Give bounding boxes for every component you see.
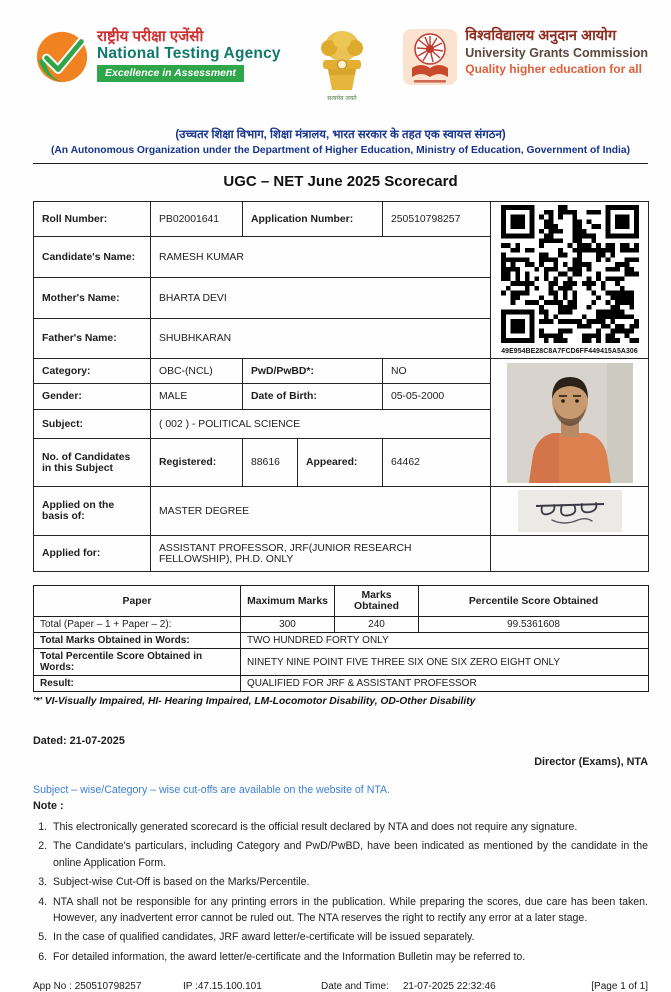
roll-number-value: PB02001641 [151, 202, 243, 237]
header-divider [33, 163, 648, 164]
category-value: OBC-(NCL) [151, 359, 243, 384]
dob-value: 05-05-2000 [383, 384, 491, 410]
result-label: Result: [34, 676, 241, 692]
score-header-max-marks: Maximum Marks [241, 586, 335, 617]
footer [33, 981, 648, 992]
nta-text-block [97, 28, 281, 82]
candidate-name-label: Candidate's Name: [34, 237, 151, 278]
applied-for-label: Applied for: [34, 536, 151, 572]
footer-datetime-label: Date and Time: [321, 981, 389, 992]
percentile-value: 99.5361608 [419, 617, 649, 633]
applied-for-value: ASSISTANT PROFESSOR, JRF(JUNIOR RESEARCH FELLOWSHIP), PH.D. ONLY [151, 536, 491, 572]
note-item: 1. This electronically generated scorecard is the official result declared by NTA and does not require any signature. [50, 819, 648, 835]
percentile-words-value: NINETY NINE POINT FIVE THREE SIX ONE SIX ZERO EIGHT ONLY [241, 649, 649, 676]
note-item: 3. Subject-wise Cut-Off is based on the Marks/Percentile. [50, 874, 648, 890]
nta-tagline: Excellence in Assessment [97, 65, 244, 82]
ugc-hindi-name: विश्वविद्यालय अनुदान आयोग [465, 28, 617, 44]
candidate-photo-cell [491, 359, 649, 487]
qr-code [501, 205, 639, 346]
nta-check-icon [33, 28, 91, 91]
score-header-percentile: Percentile Score Obtained [419, 586, 649, 617]
ashoka-emblem-icon [311, 28, 373, 119]
nta-logo [33, 28, 281, 91]
disability-footnote: '*' VI-Visually Impaired, HI- Hearing Impaired, LM-Locomotor Disability, OD-Other Disability [33, 696, 476, 707]
marks-words-label: Total Marks Obtained in Words: [34, 633, 241, 649]
signature-cell [491, 487, 649, 536]
registered-value: 88616 [243, 439, 298, 487]
result-value: QUALIFIED FOR JRF & ASSISTANT PROFESSOR [241, 676, 649, 692]
candidate-name-value: RAMESH KUMAR [151, 237, 491, 278]
ugc-tagline: Quality higher education for all [465, 61, 642, 76]
dob-label: Date of Birth: [243, 384, 383, 410]
father-name-label: Father's Name: [34, 319, 151, 359]
ugc-sun-book-icon [402, 28, 458, 95]
pwd-value: NO [383, 359, 491, 384]
empty-cell [491, 536, 649, 572]
footer-page-number: [Page 1 of 1] [591, 981, 648, 992]
score-table [33, 585, 649, 692]
appeared-value: 64462 [383, 439, 491, 487]
page-title: UGC – NET June 2025 Scorecard [223, 173, 458, 190]
subject-label: Subject: [34, 410, 151, 439]
note-item: 4. NTA shall not be responsible for any printing errors in the publication. While preparing the scores, due care has been taken. However, any inadvertent error cannot be ruled out. The NTA reserves the right to rectify any error at a later stage. [50, 894, 648, 927]
gender-value: MALE [151, 384, 243, 410]
application-number-label: Application Number: [243, 202, 383, 237]
candidate-signature [518, 490, 622, 532]
qr-code-cell [491, 202, 649, 359]
notes-list [33, 819, 648, 965]
application-number-value: 250510798257 [383, 202, 491, 237]
org-line-english: (An Autonomous Organization under the Department of Higher Education, Ministry of Education, Government of India) [50, 145, 631, 156]
dated-text: Dated: 21-07-2025 [33, 735, 125, 747]
ugc-english-name: University Grants Commission [465, 46, 648, 61]
gender-label: Gender: [34, 384, 151, 410]
subject-value: ( 002 ) - POLITICAL SCIENCE [151, 410, 491, 439]
footer-ip: IP :47.15.100.101 [183, 981, 262, 992]
total-paper-label: Total (Paper – 1 + Paper – 2): [34, 617, 241, 633]
marks-words-value: TWO HUNDRED FORTY ONLY [241, 633, 649, 649]
footer-datetime-value: 21-07-2025 22:32:46 [402, 981, 496, 992]
appeared-label: Appeared: [298, 439, 383, 487]
nta-hindi-name: राष्ट्रीय परीक्षा एजेंसी [97, 28, 204, 45]
candidate-photo [507, 363, 633, 483]
mother-name-label: Mother's Name: [34, 278, 151, 319]
roll-number-label: Roll Number: [34, 202, 151, 237]
svg-text:सत्यमेव जयते: सत्यमेव जयते [326, 95, 357, 102]
header [33, 28, 648, 119]
father-name-value: SHUBHKARAN [151, 319, 491, 359]
signatory-text: Director (Exams), NTA [534, 756, 648, 768]
candidate-details-table [33, 201, 649, 572]
cutoff-link[interactable]: Subject – wise/Category – wise cut-offs are available on the website of NTA. [33, 784, 391, 796]
candidates-count-label: No. of Candidates in this Subject [34, 439, 151, 487]
note-item: 6. For detailed information, the award letter/e-certificate and the Information Bulletin may be referred to. [50, 949, 648, 965]
registered-label: Registered: [151, 439, 243, 487]
score-header-paper: Paper [34, 586, 241, 617]
category-label: Category: [34, 359, 151, 384]
ugc-text-block [465, 28, 648, 77]
footer-app-no: App No : 250510798257 [33, 981, 142, 992]
note-item: 5. In the case of qualified candidates, JRF award letter/e-certificate will be issued separately. [50, 929, 648, 945]
basis-label: Applied on the basis of: [34, 487, 151, 536]
basis-value: MASTER DEGREE [151, 487, 491, 536]
ugc-logo [402, 28, 648, 95]
note-heading: Note : [33, 800, 64, 812]
org-line-hindi: (उच्चतर शिक्षा विभाग, शिक्षा मंत्रालय, भारत सरकार के तहत एक स्वायत्त संगठन) [175, 129, 506, 141]
score-header-marks-obtained: Marks Obtained [335, 586, 419, 617]
marks-obtained-value: 240 [335, 617, 419, 633]
percentile-words-label: Total Percentile Score Obtained in Words: [34, 649, 241, 676]
nta-english-name: National Testing Agency [97, 45, 281, 63]
note-item: 2. The Candidate's particulars, including Category and PwD/PwBD, have been indicated as mentioned by the candidate in the online Application Form. [50, 838, 648, 871]
mother-name-value: BHARTA DEVI [151, 278, 491, 319]
pwd-label: PwD/PwBD*: [243, 359, 383, 384]
qr-hash-text: 49E954BE28C8A7FCD6FF449415A5A306 [501, 348, 638, 355]
max-marks-value: 300 [241, 617, 335, 633]
